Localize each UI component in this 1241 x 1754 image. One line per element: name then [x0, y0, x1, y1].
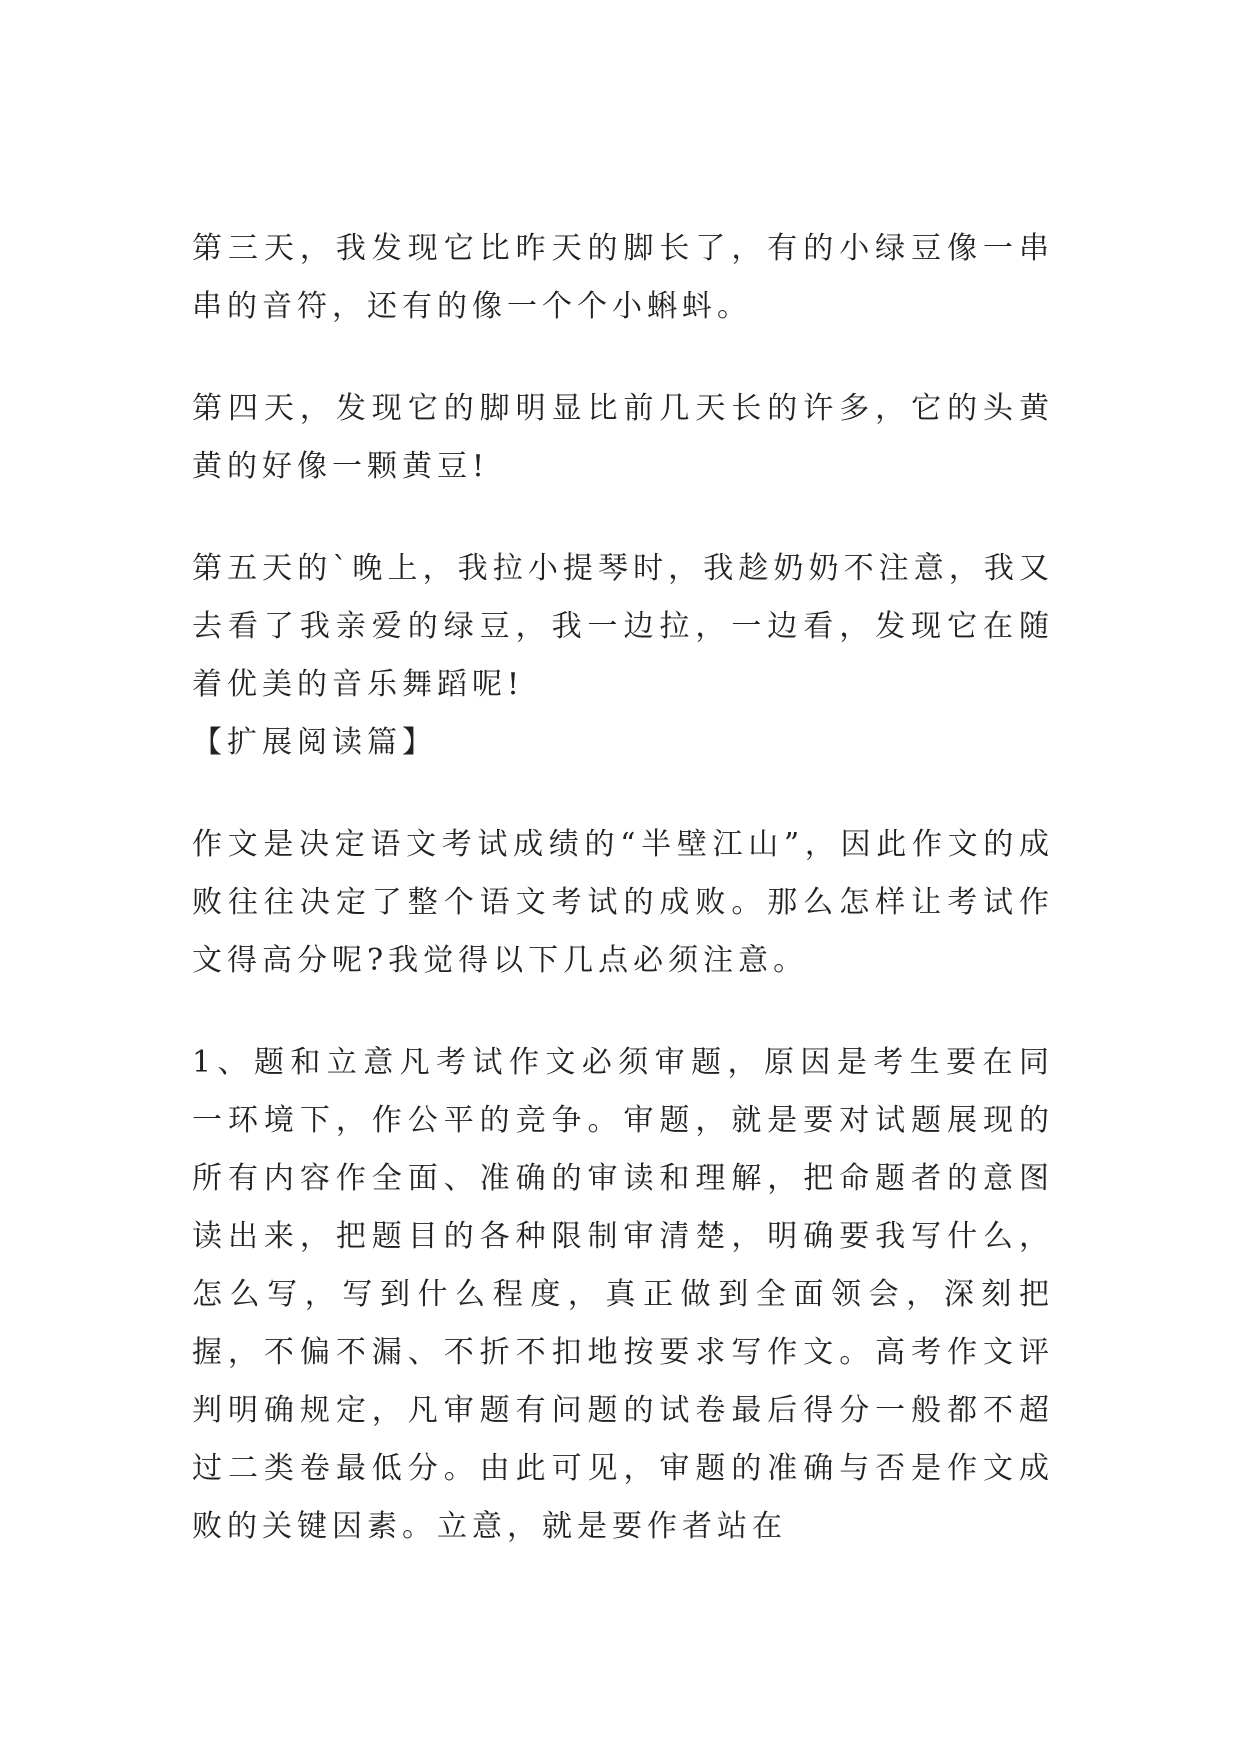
- section-heading: 【扩展阅读篇】: [192, 725, 437, 760]
- paragraph-day-five: 第五天的`晚上，我拉小提琴时，我趁奶奶不注意，我又去看了我亲爱的绿豆，我一边拉，一边看，发现它在随着优美的音乐舞蹈呢!: [192, 551, 1054, 702]
- paragraph-day-four: 第四天，发现它的脚明显比前几天长的许多，它的头黄黄的好像一颗黄豆!: [192, 391, 1054, 484]
- paragraph-essay-point-one: 1、题和立意凡考试作文必须审题，原因是考生要在同一环境下，作公平的竞争。审题，就是要对试题展现的所有内容作全面、准确的审读和理解，把命题者的意图读出来，把题目的各种限制审清楚，明确要我写什么，怎么写，写到什么程度，真正做到全面领会，深刻把握，不偏不漏、不折不扣地按要求写作文。高考作文评判明确规定，凡审题有问题的试卷最后得分一般都不超过二类卷最低分。由此可见，审题的准确与否是作文成败的关键因素。立意，就是要作者站在: [192, 1045, 1054, 1544]
- paragraph-day-three: 第三天，我发现它比昨天的脚长了，有的小绿豆像一串串的音符，还有的像一个个小蝌蚪。: [192, 231, 1054, 324]
- document-body: [192, 220, 1054, 1600]
- paragraph-essay-intro: 作文是决定语文考试成绩的“半壁江山”，因此作文的成败往往决定了整个语文考试的成败。那么怎样让考试作文得高分呢?我觉得以下几点必须注意。: [192, 827, 1054, 978]
